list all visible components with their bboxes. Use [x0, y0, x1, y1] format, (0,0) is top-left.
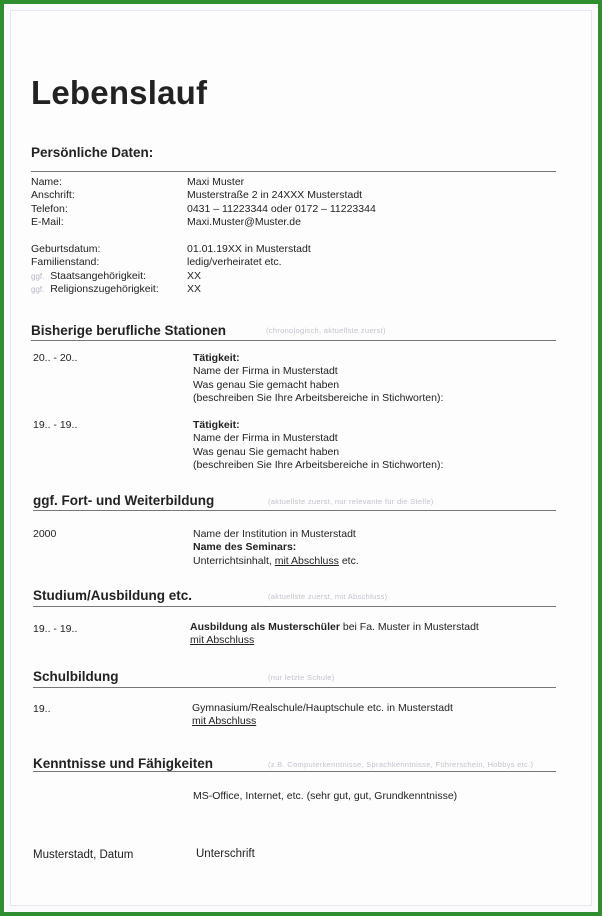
- value-phone: 0431 – 11223344 oder 0172 – 11223344: [187, 202, 376, 215]
- career-entry-2: [193, 419, 443, 473]
- personal-labels-2: [31, 243, 159, 297]
- school-entry: [192, 702, 453, 729]
- page-title: Lebenslauf: [31, 74, 208, 111]
- value-nationality: XX: [187, 269, 202, 282]
- career-entry-1: [193, 352, 443, 406]
- section-hint-career: (chronologisch, aktuellste zuerst): [266, 326, 386, 335]
- label-email: E-Mail:: [31, 216, 64, 229]
- section-heading-training: ggf. Fort- und Weiterbildung: [33, 493, 215, 508]
- career-company: Name der Firma in Musterstadt: [193, 432, 338, 445]
- training-seminar: Name des Seminars:: [193, 541, 297, 554]
- section-heading-career: Bisherige berufliche Stationen: [31, 323, 227, 338]
- school-year: 19..: [33, 703, 51, 715]
- section-heading-personal: Persönliche Daten:: [31, 145, 154, 160]
- label-phone: Telefon:: [31, 202, 68, 215]
- value-name: Maxi Muster: [187, 176, 245, 188]
- label-marital-status: Familienstand:: [31, 256, 100, 269]
- career-company: Name der Firma in Musterstadt: [193, 365, 338, 378]
- divider: [33, 510, 556, 511]
- value-address: Musterstraße 2 in 24XXX Musterstadt: [187, 189, 363, 202]
- section-hint-study: (aktuellste zuerst, mit Abschluss): [268, 592, 388, 601]
- career-tasks: (beschreiben Sie Ihre Arbeitsbereiche in Stichworten):: [193, 392, 444, 405]
- career-description: Was genau Sie gemacht haben: [193, 378, 340, 391]
- career-role: Tätigkeit:: [193, 419, 240, 431]
- divider: [33, 771, 556, 772]
- label-address: Anschrift:: [31, 189, 75, 202]
- training-degree-link: mit Abschluss: [274, 554, 339, 567]
- value-religion: XX: [187, 283, 202, 296]
- career-tasks: (beschreiben Sie Ihre Arbeitsbereiche in Stichworten):: [193, 459, 444, 472]
- training-institution: Name der Institution in Musterstadt: [193, 528, 356, 540]
- section-hint-school: (nur letzte Schule): [268, 673, 335, 682]
- section-heading-study: Studium/Ausbildung etc.: [33, 588, 192, 603]
- value-email: Maxi.Muster@Muster.de: [187, 216, 301, 229]
- personal-labels: [31, 176, 75, 230]
- study-title: Ausbildung als Musterschüler: [190, 621, 340, 633]
- career-period-2: 19.. - 19..: [33, 419, 78, 431]
- value-marital-status: ledig/verheiratet etc.: [187, 256, 282, 269]
- study-degree: mit Abschluss: [190, 634, 255, 647]
- section-heading-school: Schulbildung: [33, 669, 119, 684]
- value-birthdate: 01.01.19XX in Musterstadt: [187, 243, 311, 255]
- label-religion: ggf. Religionszugehörigkeit:: [31, 283, 159, 296]
- optional-prefix: ggf.: [31, 285, 45, 295]
- divider: [33, 606, 556, 607]
- training-entry: [193, 528, 359, 568]
- study-entry: [190, 621, 479, 648]
- career-period-1: 20.. - 20..: [33, 352, 78, 364]
- footer-signature: Unterschrift: [196, 848, 255, 860]
- personal-values: [187, 176, 376, 230]
- career-description: Was genau Sie gemacht haben: [193, 445, 340, 458]
- school-degree: mit Abschluss: [192, 715, 257, 728]
- label-birthdate: Geburtsdatum:: [31, 243, 101, 255]
- divider: [33, 687, 556, 688]
- training-content: Unterrichtsinhalt, mit Abschluss etc.: [193, 554, 359, 567]
- optional-prefix: ggf.: [31, 271, 45, 281]
- personal-values-2: [187, 243, 311, 297]
- skills-text: MS-Office, Internet, etc. (sehr gut, gut, Grundkenntnisse): [193, 790, 458, 802]
- section-heading-skills: Kenntnisse und Fähigkeiten: [33, 756, 214, 771]
- section-hint-skills: (z.B. Computerkenntnisse, Sprachkenntnisse, Führerschein, Hobbys etc.): [268, 760, 534, 769]
- study-line: Ausbildung als Musterschüler bei Fa. Muster in Musterstadt: [190, 621, 479, 633]
- study-period: 19.. - 19..: [33, 623, 78, 635]
- section-hint-training: (aktuellste zuerst, nur relevante für die Stelle): [268, 497, 434, 506]
- label-nationality: ggf. Staatsangehörigkeit:: [31, 269, 146, 282]
- career-role: Tätigkeit:: [193, 352, 240, 364]
- divider: [31, 340, 556, 341]
- footer-place-date: Musterstadt, Datum: [33, 849, 134, 861]
- divider: [31, 171, 556, 172]
- school-text: Gymnasium/Realschule/Hauptschule etc. in Musterstadt: [192, 702, 453, 714]
- label-name: Name:: [31, 176, 62, 188]
- training-year: 2000: [33, 528, 57, 540]
